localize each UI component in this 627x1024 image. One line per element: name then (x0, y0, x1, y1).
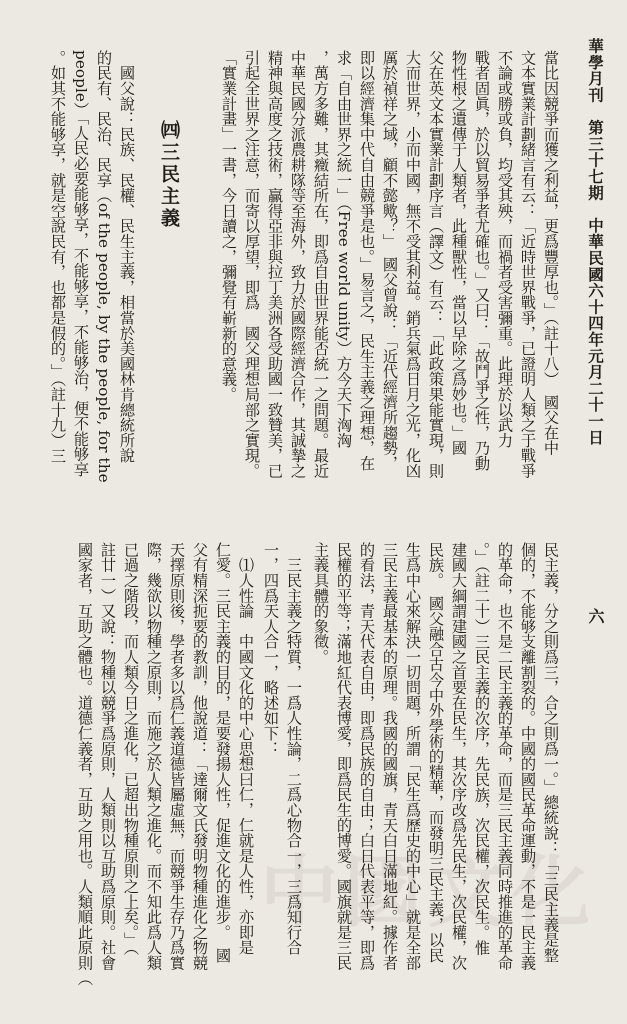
page-number: 六 (586, 608, 605, 624)
text-column: 民權的平等；滿地紅代表博愛，即爲民生的博愛。國旗就是三民 (335, 542, 353, 971)
text-column: 際，幾欲以物種之原則，而施之於人類之進化。而不知此爲人類 (145, 542, 163, 971)
text-column: 不論或勝或負，均受其殃，而禍者受害彌重。此理於以武力 (496, 50, 514, 448)
text-column: 求「自由世界之統一」（Free world unity）方今天下洶洶 (335, 50, 353, 448)
text-column: 中華民國分派農耕隊等至海外，致力於國際經濟合作，其誠摯之 (289, 50, 307, 479)
text-column: ⑴人性論 中國文化的中心思想曰仁，仁就是人性，亦即是 (237, 542, 255, 956)
text-column: 文本實業計劃緒言有云：「近時世界戰爭，已證明人類之于戰爭 (519, 50, 537, 479)
text-column: 戰者固眞，於以貿易爭者尤確也。」又曰：「故鬥爭之性，乃動 (473, 50, 491, 471)
text-column: 一，四爲天人合一，略述如下： (262, 542, 280, 757)
text-column: 國家者，互助之體也。道德仁義者，互助之用也。人類順此原則（ (76, 542, 94, 986)
text-column: ，萬方多難，其癥結所在，即爲自由世界能否統一之問題。最近 (312, 50, 330, 479)
text-column: 的看法，青天代表自由，即爲民族的自由；白日代表平等，即爲 (358, 542, 376, 971)
text-column: 。如其不能够享，就是空說民有，也都是假的。」（註十九）三 (49, 50, 67, 464)
text-column: 的革命，也不是二民主義的革命，而是三民主義同時推進的革命 (496, 542, 514, 971)
text-column: 生爲中心來解決一切問題，所謂「民生爲歷史的中心」就是全部 (404, 542, 422, 971)
text-column: 「實業計畫」一書，今日讀之，彌覺有嶄新的意義。 (220, 50, 238, 402)
text-column: 引起全世界之注意，而寄以厚望，即爲 國父理想局部之實現。 (243, 50, 261, 479)
text-column: 物性根之遺傳于人類者，此種獸性，當以早除之爲妙也。」國 (450, 50, 468, 456)
text-column: 民族。 國父融合古今中外學術的精華，而發明三民主義，以民 (427, 542, 445, 963)
text-column: 三民主義之特質，一爲人性論，二爲心物合一，三爲知行合 (285, 542, 303, 956)
text-column: 當比因競爭而獲之利益，更爲豐厚也。」（註十八） 國父在中 (542, 50, 560, 456)
text-column: 民主義，分之則爲三，合之則爲一。」總統說：「三民主義是整 (542, 542, 560, 963)
text-column: 父有精深扼要的教訓，他說道：「達爾文氏發明物種進化之物競 (191, 542, 209, 971)
text-column: 。」（註二十）三民主義的次序，先民族，次民權，次民生。惟 (473, 542, 491, 956)
text-column: people）「人民必要能够享，不能够享，不能够治，便不能够享 (72, 50, 90, 477)
text-column: 大而世界，小而中國，無不受其利益。銷兵氣爲日月之光，化凶 (404, 50, 422, 479)
text-column: 建國大綱謂建國之首要在民生，其次序改爲先民生，次民權，次 (450, 542, 468, 971)
text-column: 父在英文本實業計劃序言（譯文）有云：「此政策果能實現，則 (427, 50, 445, 479)
text-column: 精神與高度之技術，贏得亞非與拉丁美洲各受助國一致贊美，已 (266, 50, 284, 479)
text-column: 個的，不能够支離割裂的。中國的國民革命運動，不是一民主義 (519, 542, 537, 971)
section-heading: ㈣三民主義 (158, 120, 180, 230)
text-column: 的民有、民治、民享（of the people, by the people, for the (95, 50, 113, 483)
text-column: 已過之階段，而人類今日之進化，已超出物種原則之上矣。」（ (122, 542, 140, 956)
text-column: 仁愛。三民主義的目的，是要發揚人性，促進文化的進步。 國 (214, 542, 232, 963)
running-header: 華學月刊 第三十七期 中華民國六十四年元月二十一日 (586, 38, 605, 446)
text-column: 厲於禎祥之域，顧不懿歟？」 國父曾說：「近代經濟所趨勢， (381, 50, 399, 471)
watermark: 中國文化 (260, 848, 597, 938)
text-column: 主義具體的象徵。 (312, 542, 330, 665)
text-column: 國父說：民族、民權、民生主義，相當於美國林肯總統所說 (118, 50, 136, 464)
text-column: 三民主義最基本的原理。我國的國旗，青天白日滿地紅。據作者 (381, 542, 399, 971)
text-column: 天擇原則後，學者多以爲仁義道德皆屬虛無，而競爭生存乃爲實 (168, 542, 186, 971)
text-column: 註廿一）又說：物種以競爭爲原則，人類則以互助爲原則。社會 (99, 542, 117, 971)
text-column: 即以經濟集中代自由競爭是也。」易言之，民生主義之理想，在 (358, 50, 376, 471)
